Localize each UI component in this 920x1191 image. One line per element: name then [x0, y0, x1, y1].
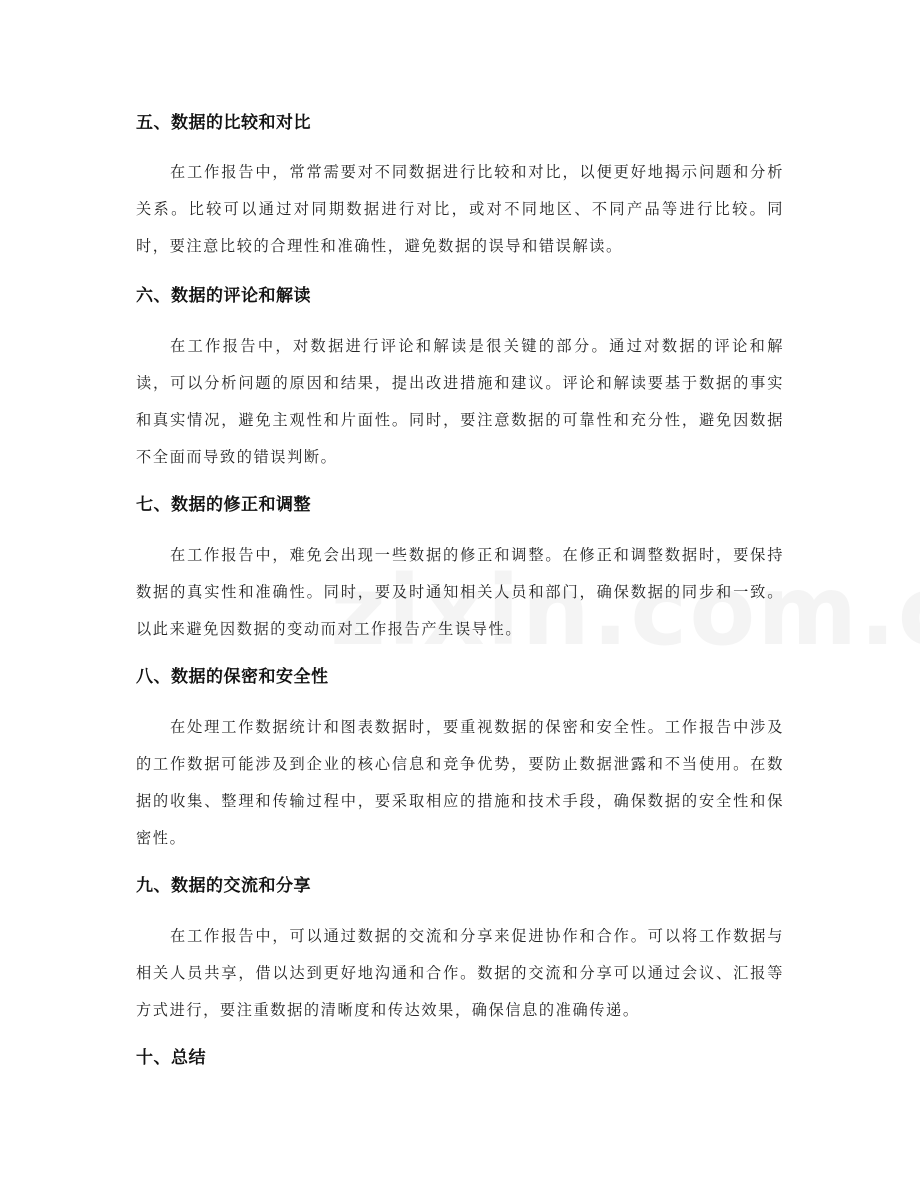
section-paragraph-6: 在工作报告中，对数据进行评论和解读是很关键的部分。通过对数据的评论和解读，可以分析问题的原因和结果，提出改进措施和建议。评论和解读要基于数据的事实和真实情况，避免主观性和片面性。同时，要注意数据的可靠性和充分性，避免因数据不全面而导致的错误判断。 [136, 337, 784, 466]
section-paragraph-8: 在处理工作数据统计和图表数据时，要重视数据的保密和安全性。工作报告中涉及的工作数据可能涉及到企业的核心信息和竞争优势，要防止数据泄露和不当使用。在数据的收集、整理和传输过程中，要采取相应的措施和技术手段，确保数据的安全性和保密性。 [136, 718, 784, 847]
section-heading-8: 八、数据的保密和安全性 [136, 667, 329, 687]
section-heading-7: 七、数据的修正和调整 [136, 495, 311, 515]
section-paragraph-5: 在工作报告中，常常需要对不同数据进行比较和对比，以便更好地揭示问题和分析关系。比较可以通过对同期数据进行对比，或对不同地区、不同产品等进行比较。同时，要注意比较的合理性和准确性，避免数据的误导和错误解读。 [136, 163, 784, 255]
section-heading-5: 五、数据的比较和对比 [136, 113, 311, 133]
section-heading-10: 十、总结 [136, 1048, 206, 1068]
section-heading-6: 六、数据的评论和解读 [136, 286, 311, 306]
section-paragraph-9: 在工作报告中，可以通过数据的交流和分享来促进协作和合作。可以将工作数据与相关人员共享，借以达到更好地沟通和合作。数据的交流和分享可以通过会议、汇报等方式进行，要注重数据的清晰度和传达效果，确保信息的准确传递。 [136, 927, 784, 1019]
section-paragraph-7: 在工作报告中，难免会出现一些数据的修正和调整。在修正和调整数据时，要保持数据的真实性和准确性。同时，要及时通知相关人员和部门，确保数据的同步和一致。以此来避免因数据的变动而对工作报告产生误导性。 [136, 546, 784, 638]
section-heading-9: 九、数据的交流和分享 [136, 876, 311, 896]
